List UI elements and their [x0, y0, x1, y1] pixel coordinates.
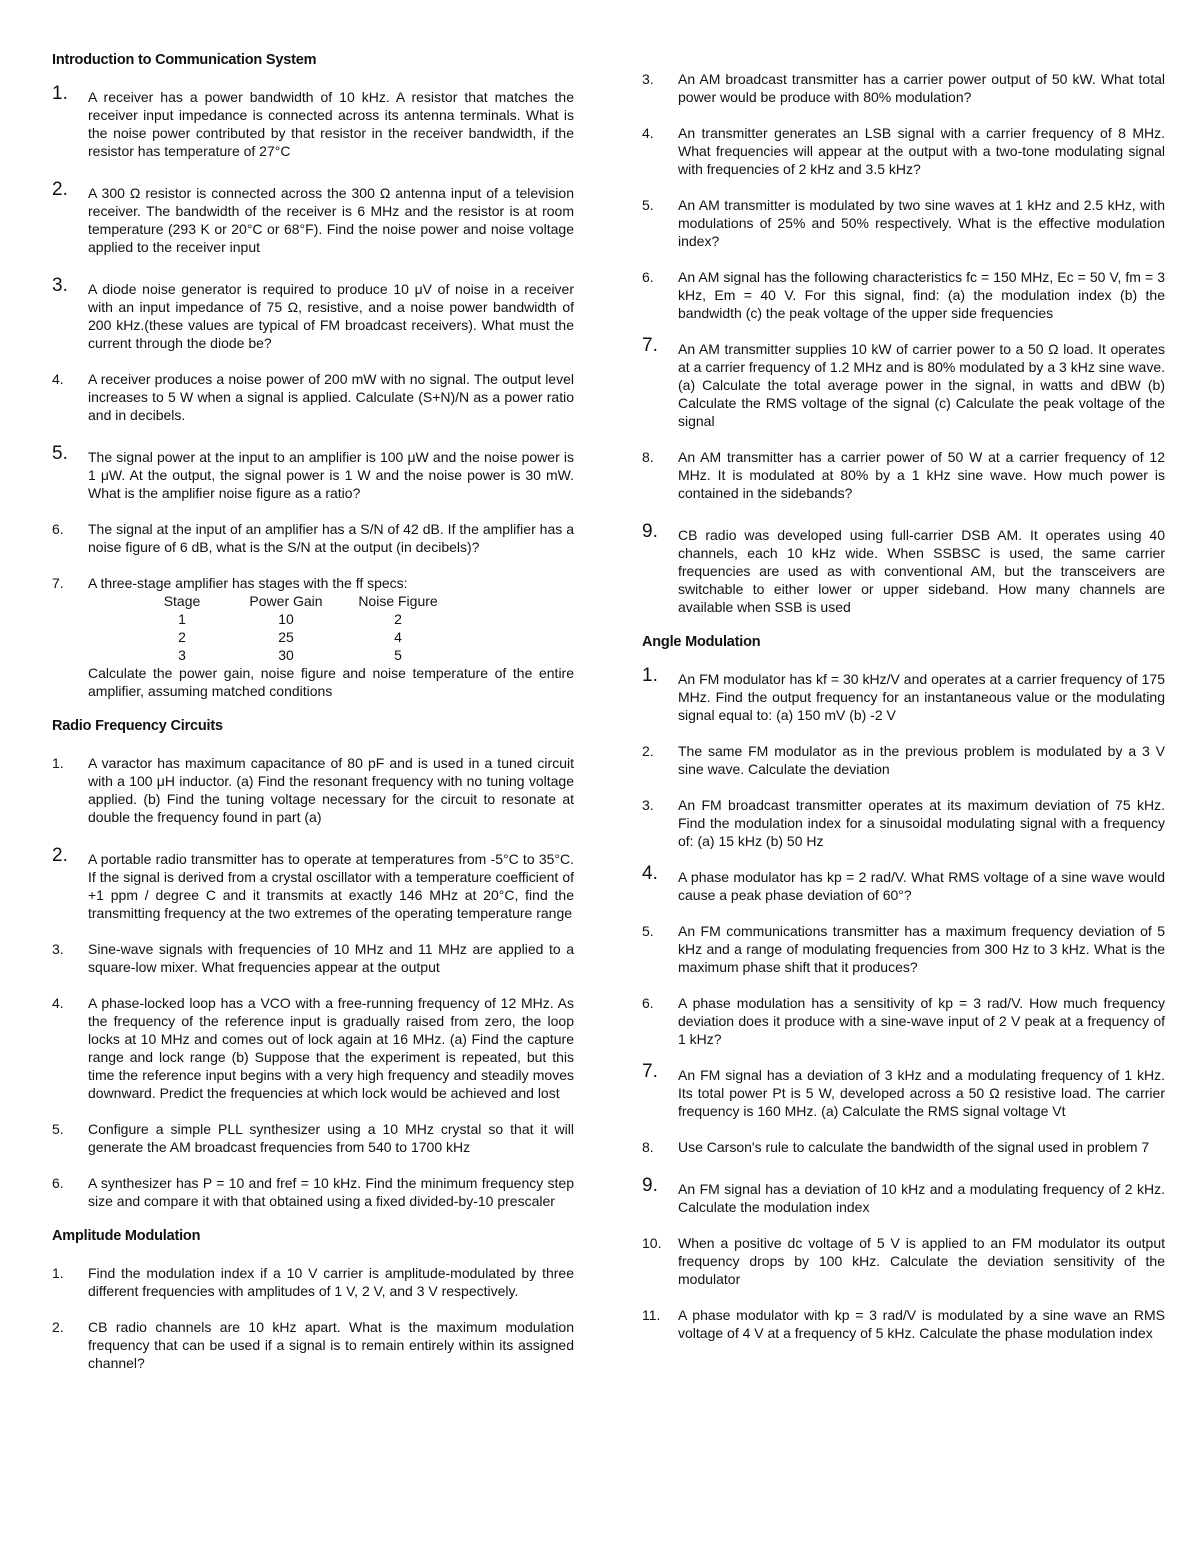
question-number: 6.: [52, 1175, 64, 1191]
question-number: 9.: [642, 1175, 658, 1196]
question-number: 5.: [52, 1121, 64, 1137]
question-intro-7: [52, 574, 574, 700]
question-number: 2.: [642, 743, 654, 759]
stage-spec-table: [134, 592, 454, 664]
question-number: 4.: [642, 125, 654, 141]
question-number: 3.: [642, 71, 654, 87]
question-am-7: [642, 335, 1165, 430]
question-angle-1: [642, 665, 1165, 724]
question-intro-5: [52, 443, 574, 502]
question-text: CB radio was developed using full-carrier DSB AM. It operates using 40 channels, each 10 kHz wide. When SSBSC is used, the same carrier frequencies are used as with conventional AM, but the transceivers are switchable to either lower or upper sideband. How many channels are available when SSB is used: [678, 527, 1165, 615]
table-cell: 10: [278, 611, 294, 627]
question-text: An FM signal has a deviation of 10 kHz and a modulating frequency of 2 kHz. Calculate the modulation index: [678, 1181, 1165, 1215]
question-text: An FM modulator has kf = 30 kHz/V and operates at a carrier frequency of 175 MHz. Find the output frequency for an instantaneous value or the modulating signal equal to: (a) 150 mV (b) -2 V: [678, 671, 1165, 723]
question-am-1: [52, 1264, 574, 1300]
question-text: An FM signal has a deviation of 3 kHz and a modulating frequency of 1 kHz. Its total power Pt is 5 W, developed across a 50 Ω resistive load. The carrier frequency is 160 MHz. (a) Calculate the RMS signal voltage Vt: [678, 1067, 1165, 1119]
question-number: 1.: [52, 83, 68, 104]
question-am-2: [52, 1318, 574, 1372]
question-rf-4: [52, 994, 574, 1102]
question-number: 7.: [642, 1061, 658, 1082]
question-angle-5: [642, 922, 1165, 976]
table-header: Stage: [163, 593, 201, 609]
right-column: [642, 70, 1165, 1360]
question-text: A phase-locked loop has a VCO with a free-running frequency of 12 MHz. As the frequency of the reference input is gradually raised from zero, the loop locks at 10 MHz and comes out of lock again at 16 MHz. (a) Find the capture range and lock range (b) Suppose that the experiment is repeated, but this time the reference input begins with a very high frequency and steadily moves downward. Predict the frequencies at which lock would be achieved and lost: [88, 995, 574, 1101]
question-number: 4.: [52, 371, 64, 387]
question-text: A synthesizer has P = 10 and fref = 10 kHz. Find the minimum frequency step size and compare it with that obtained using a fixed divided-by-10 prescaler: [88, 1175, 574, 1209]
question-am-6: [642, 268, 1165, 322]
question-number: 8.: [642, 1139, 654, 1155]
question-number: 5.: [642, 197, 654, 213]
question-number: 8.: [642, 449, 654, 465]
question-number: 5.: [52, 443, 68, 464]
question-rf-1: [52, 754, 574, 826]
question-text: Use Carson's rule to calculate the bandwidth of the signal used in problem 7: [678, 1139, 1150, 1155]
question-number: 4.: [642, 863, 658, 884]
question-rf-5: [52, 1120, 574, 1156]
section-title-rf: Radio Frequency Circuits: [52, 718, 223, 734]
question-am-9: [642, 521, 1165, 616]
question-text: A phase modulator has kp = 2 rad/V. What RMS voltage of a sine wave would cause a peak phase deviation of 60°?: [678, 869, 1165, 903]
question-text: A receiver has a power bandwidth of 10 kHz. A resistor that matches the receiver input impedance is connected across its antenna terminals. What is the noise power contributed by that resistor in the receiver bandwidth, if the resistor has temperature of 27°C: [88, 89, 574, 159]
question-text: A phase modulator with kp = 3 rad/V is modulated by a sine wave an RMS voltage of 4 V at a frequency of 5 kHz. Calculate the phase modulation index: [678, 1307, 1165, 1341]
question-number: 1.: [52, 1265, 64, 1281]
question-text: An AM transmitter is modulated by two sine waves at 1 kHz and 2.5 kHz, with modulations of 25% and 50% respectively. What is the effective modulation index?: [678, 197, 1165, 249]
section-title-intro: Introduction to Communication System: [52, 52, 317, 68]
question-number: 9.: [642, 521, 658, 542]
question-am-8: [642, 448, 1165, 502]
question-text: When a positive dc voltage of 5 V is applied to an FM modulator its output frequency drops by 100 kHz. Calculate the deviation sensitivity of the modulator: [678, 1235, 1165, 1287]
question-text: An AM transmitter has a carrier power of 50 W at a carrier frequency of 12 MHz. It is modulated at 80% by a 1 kHz sine wave. How much power is contained in the sidebands?: [678, 449, 1165, 501]
question-number: 2.: [52, 1319, 64, 1335]
question-number: 3.: [52, 275, 68, 296]
question-text: The signal power at the input to an amplifier is 100 μW and the noise power is 1 μW. At the output, the signal power is 1 W and the noise power is 30 mW. What is the amplifier noise figure as a ratio?: [88, 449, 574, 501]
question-angle-3: [642, 796, 1165, 850]
table-cell: 4: [394, 629, 402, 645]
question-text: The same FM modulator as in the previous problem is modulated by a 3 V sine wave. Calculate the deviation: [678, 743, 1165, 777]
question-angle-10: [642, 1234, 1165, 1288]
table-cell: 5: [394, 647, 402, 663]
question-am-5: [642, 196, 1165, 250]
question-number: 6.: [642, 995, 654, 1011]
question-number: 2.: [52, 845, 68, 866]
question-text: CB radio channels are 10 kHz apart. What is the maximum modulation frequency that can be used if a signal is to remain entirely within its assigned channel?: [88, 1319, 574, 1371]
question-number: 11.: [642, 1307, 661, 1323]
table-row: [134, 628, 454, 646]
question-text: Sine-wave signals with frequencies of 10 MHz and 11 MHz are applied to a square-low mixer. What frequencies appear at the output: [88, 941, 574, 975]
question-angle-8: [642, 1138, 1165, 1156]
question-am-4: [642, 124, 1165, 178]
question-number: 3.: [642, 797, 654, 813]
question-intro-2: [52, 179, 574, 256]
table-cell: 30: [278, 647, 294, 663]
question-angle-2: [642, 742, 1165, 778]
question-text: A portable radio transmitter has to operate at temperatures from -5°C to 35°C. If the signal is derived from a crystal oscillator with a temperature coefficient of +1 ppm / degree C and it transmits at exactly 146 MHz at 20°C, find the transmitting frequency at the two extremes of the operating temperature range: [88, 851, 574, 921]
question-text-continued: Calculate the power gain, noise figure and noise temperature of the entire amplifier, assuming matched conditions: [88, 665, 574, 699]
question-rf-3: [52, 940, 574, 976]
question-text: The signal at the input of an amplifier has a S/N of 42 dB. If the amplifier has a noise figure of 6 dB, what is the S/N at the output (in decibels)?: [88, 521, 574, 555]
question-rf-2: [52, 845, 574, 922]
table-cell: 2: [178, 629, 186, 645]
question-number: 3.: [52, 941, 64, 957]
section-title-am: Amplitude Modulation: [52, 1228, 201, 1244]
question-number: 7.: [52, 575, 64, 591]
question-number: 4.: [52, 995, 64, 1011]
question-number: 6.: [52, 521, 64, 537]
question-number: 5.: [642, 923, 654, 939]
question-number: 2.: [52, 179, 68, 200]
table-header: Power Gain: [249, 593, 323, 609]
question-text: An FM communications transmitter has a maximum frequency deviation of 5 kHz and a range of modulating frequencies from 300 Hz to 3 kHz. What is the maximum phase shift that it produces?: [678, 923, 1165, 975]
table-cell: 25: [278, 629, 294, 645]
question-number: 1.: [52, 755, 64, 771]
question-number: 1.: [642, 665, 658, 686]
table-cell: 1: [178, 611, 186, 627]
question-text: An AM transmitter supplies 10 kW of carrier power to a 50 Ω load. It operates at a carrier frequency of 1.2 MHz and is 80% modulated by a 3 kHz sine wave. (a) Calculate the total average power in the signal, in watts and dBW (b) Calculate the RMS voltage of the signal (c) Calculate the peak voltage of the signal: [678, 341, 1165, 429]
question-intro-3: [52, 275, 574, 352]
question-text: A varactor has maximum capacitance of 80 pF and is used in a tuned circuit with a 100 μH inductor. (a) Find the resonant frequency with no tuning voltage applied. (b) Find the tuning voltage necessary for the circuit to resonate at double the frequency found in part (a): [88, 755, 574, 825]
question-text: A three-stage amplifier has stages with the ff specs:: [88, 575, 408, 591]
table-header: Noise Figure: [358, 593, 438, 609]
section-title-angle: Angle Modulation: [642, 634, 761, 650]
question-text: A 300 Ω resistor is connected across the 300 Ω antenna input of a television receiver. The bandwidth of the receiver is 6 MHz and the resistor is at room temperature (293 K or 20°C or 68°F). Find the noise power and noise voltage applied to the receiver input: [88, 185, 574, 255]
question-number: 6.: [642, 269, 654, 285]
question-angle-6: [642, 994, 1165, 1048]
question-text: An FM broadcast transmitter operates at its maximum deviation of 75 kHz. Find the modulation index for a sinusoidal modulating signal with a frequency of: (a) 15 kHz (b) 50 Hz: [678, 797, 1165, 849]
question-intro-4: [52, 370, 574, 424]
question-text: An AM signal has the following characteristics fc = 150 MHz, Ec = 50 V, fm = 3 kHz, Em = 40 V. For this signal, find: (a) the modulation index (b) the bandwidth (c) the peak voltage of the upper side frequencies: [678, 269, 1165, 321]
question-intro-6: [52, 520, 574, 556]
question-angle-9: [642, 1175, 1165, 1216]
question-angle-11: [642, 1306, 1165, 1342]
question-number: 7.: [642, 335, 658, 356]
question-text: Configure a simple PLL synthesizer using a 10 MHz crystal so that it will generate the AM broadcast frequencies from 540 to 1700 kHz: [88, 1121, 574, 1155]
question-angle-4: [642, 863, 1165, 904]
left-column: [52, 52, 574, 1390]
question-number: 10.: [642, 1235, 662, 1251]
question-text: An transmitter generates an LSB signal with a carrier frequency of 8 MHz. What frequencies will appear at the output with a two-tone modulating signal with frequencies of 2 kHz and 3.5 kHz?: [678, 125, 1165, 177]
question-text: Find the modulation index if a 10 V carrier is amplitude-modulated by three different frequencies with amplitudes of 1 V, 2 V, and 3 V respectively.: [88, 1265, 574, 1299]
question-am-3: [642, 70, 1165, 106]
question-angle-7: [642, 1061, 1165, 1120]
table-row: [134, 646, 454, 664]
question-text: A diode noise generator is required to produce 10 μV of noise in a receiver with an input impedance of 75 Ω, resistive, and a noise power bandwidth of 200 kHz.(these values are typical of FM broadcast receivers). What must the current through the diode be?: [88, 281, 574, 351]
question-text: A phase modulation has a sensitivity of kp = 3 rad/V. How much frequency deviation does it produce with a sine-wave input of 2 V peak at a frequency of 1 kHz?: [678, 995, 1165, 1047]
table-cell: 3: [178, 647, 186, 663]
table-cell: 2: [394, 611, 402, 627]
question-rf-6: [52, 1174, 574, 1210]
table-row: [134, 610, 454, 628]
question-text: A receiver produces a noise power of 200 mW with no signal. The output level increases to 5 W when a signal is applied. Calculate (S+N)/N as a power ratio and in decibels.: [88, 371, 574, 423]
question-text: An AM broadcast transmitter has a carrier power output of 50 kW. What total power would be produce with 80% modulation?: [678, 71, 1165, 105]
question-intro-1: [52, 83, 574, 160]
